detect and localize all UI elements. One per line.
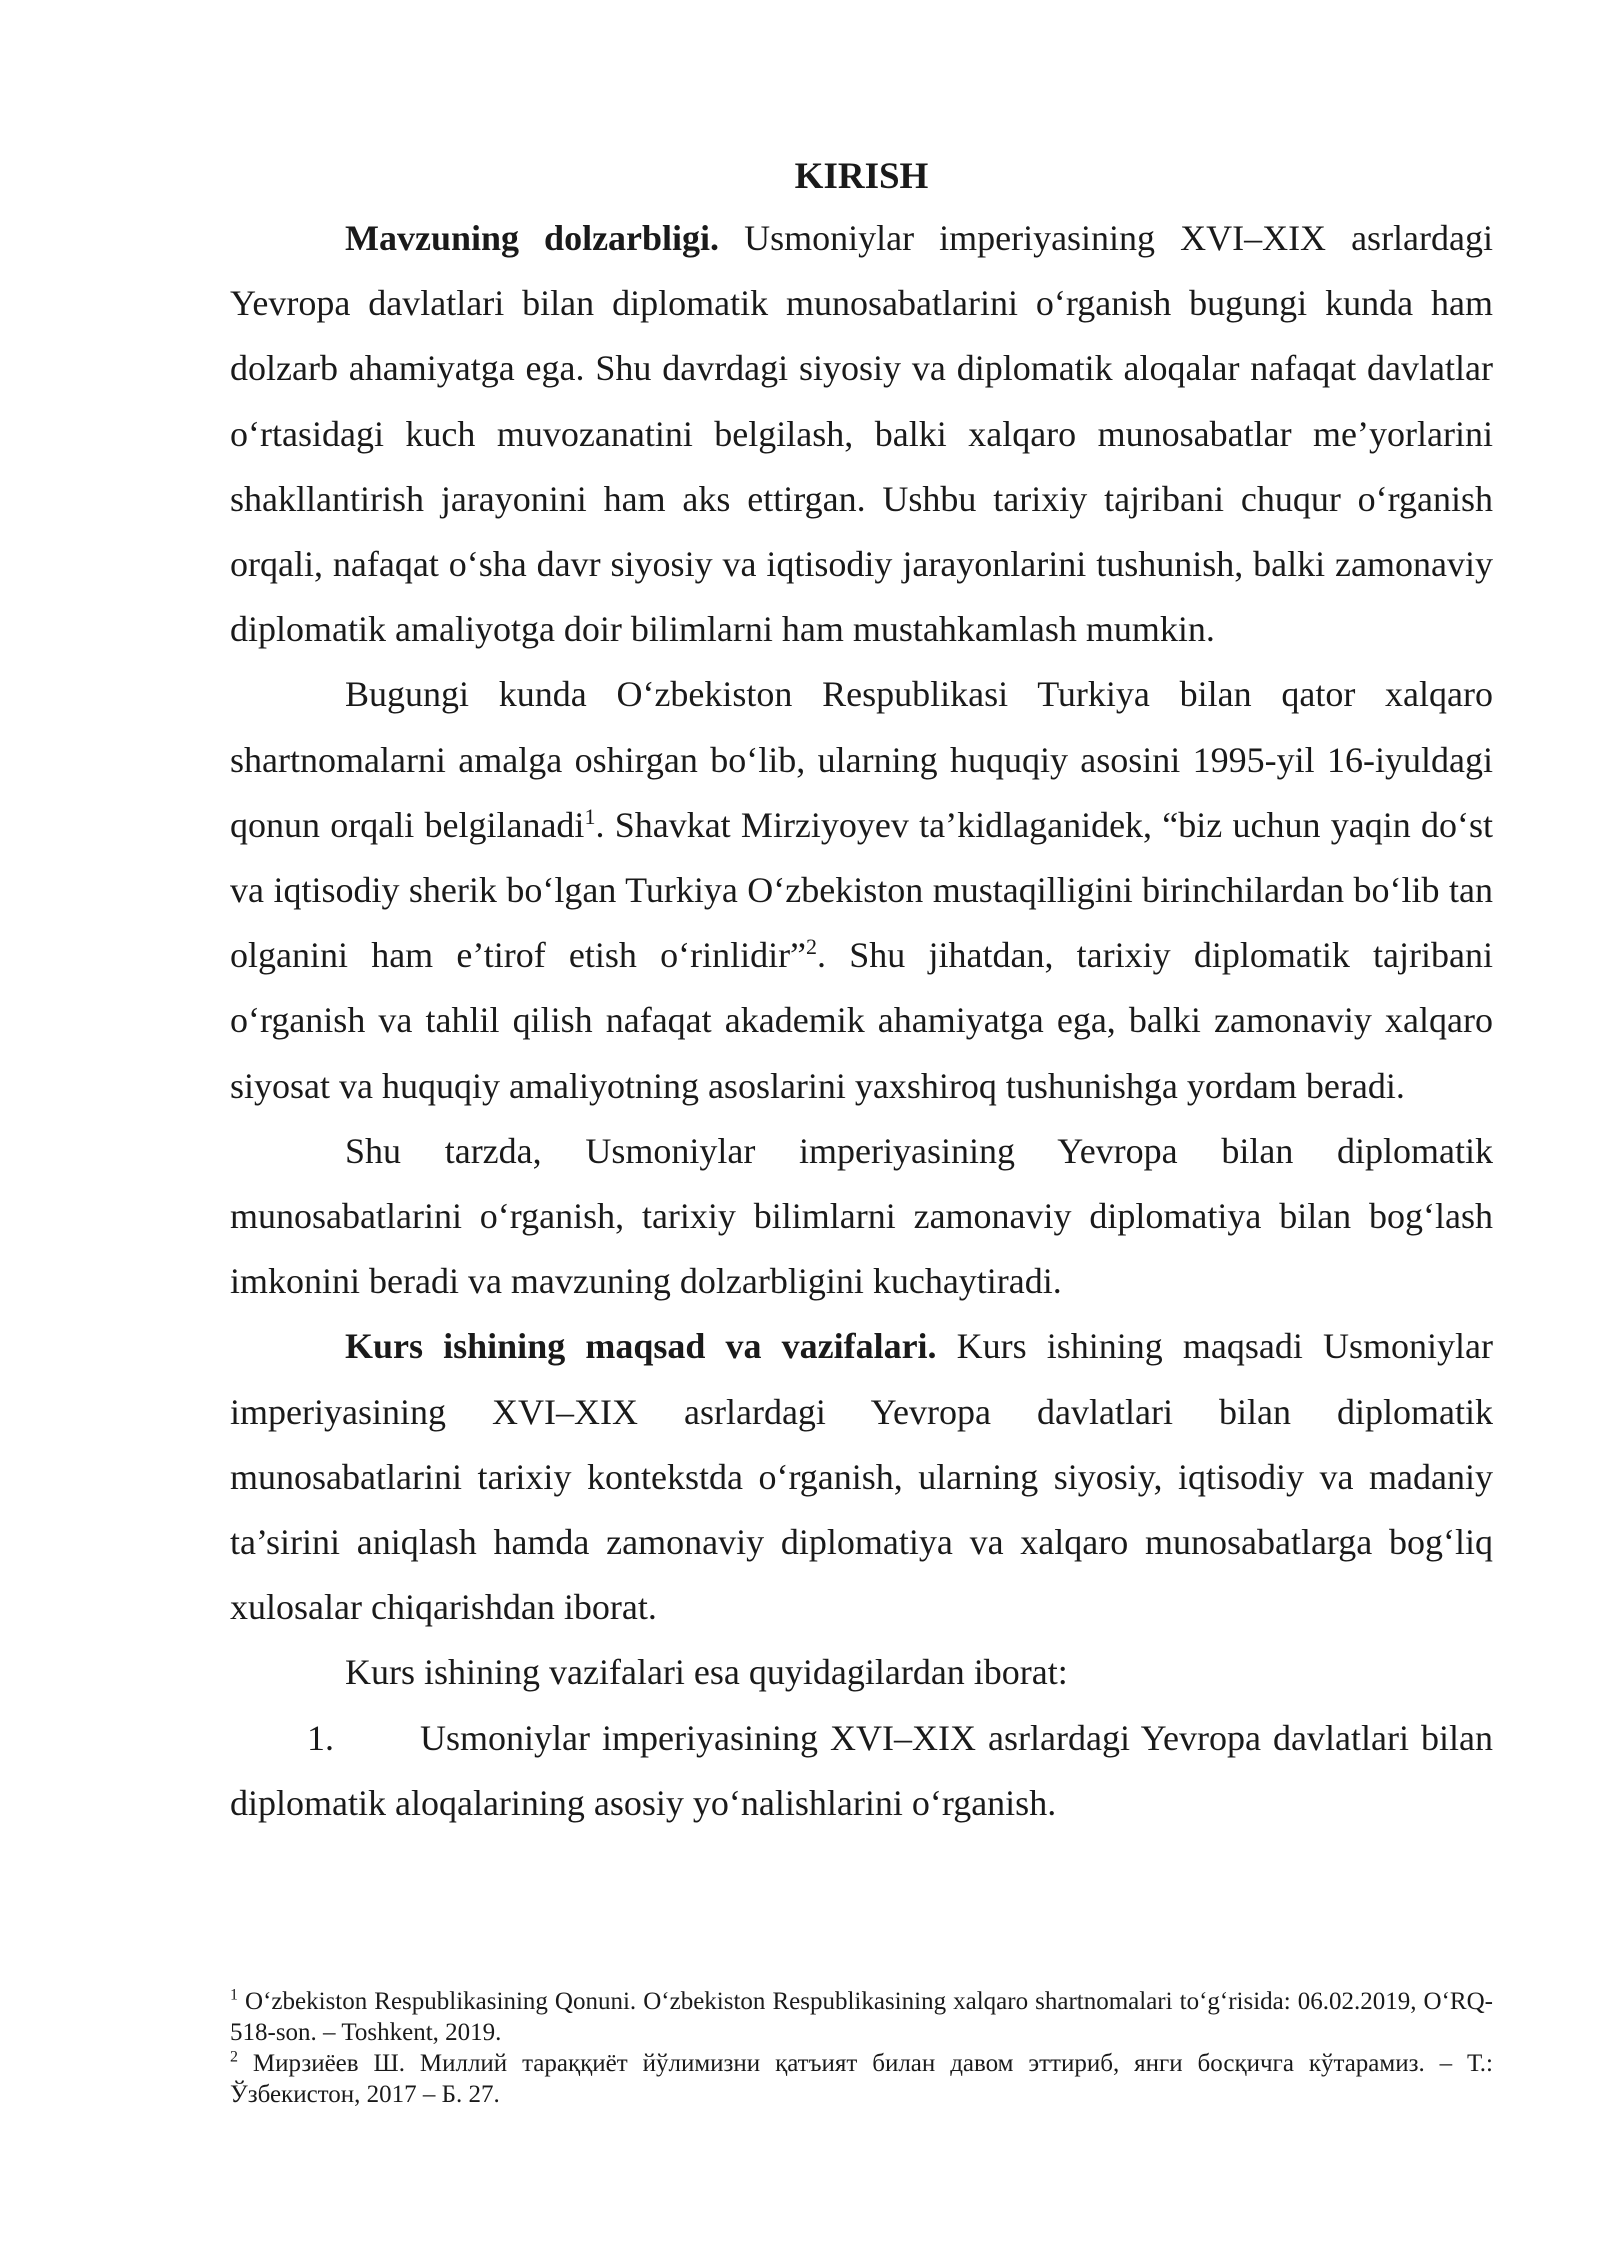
footnote-1-number: 1 (230, 1986, 238, 2004)
footnote-2 (230, 2048, 1493, 2110)
footnote-ref-1[interactable]: 1 (584, 803, 596, 829)
treaties-text-3: . Shu jihatdan, tarixiy diplomatik tajribani o‘rganish va tahlil qilish nafaqat akademik ahamiyatga ega, balki zamonaviy xalqaro siyosat va huquqiy amaliyotning asoslarini yaxshiroq tushunishga yordam beradi. (230, 935, 1493, 1106)
treaties-text-2: . Shavkat Mirziyoyev ta’kidlaganidek, “biz uchun yaqin do‘st va iqtisodiy sherik bo‘lgan Turkiya O‘zbekiston mustaqilligini birinchilardan bo‘lib tan olganini ham e’tirof etish o‘rinlidir” (230, 804, 1493, 976)
paragraph-relevance (230, 206, 1493, 662)
page-title: KIRISH (794, 156, 929, 197)
paragraph-goals (230, 1314, 1493, 1640)
footnote-2-number: 2 (230, 2048, 238, 2066)
footnote-1-text: O‘zbekiston Respublikasining Qonuni. O‘zbekiston Respublikasining xalqaro shartnomalari to‘g‘risida: 06.02.2019, O‘RQ-518-son. – Toshkent, 2019. (230, 1988, 1493, 2046)
treaties-text-1: Bugungi kunda O‘zbekiston Respublikasi Turkiya bilan qator xalqaro shartnomalarni amalga oshirgan bo‘lib, ularning huquqiy asosini 1995-yil 16-iyuldagi qonun orqali belgilanadi (230, 674, 1493, 845)
footnote-1 (230, 1986, 1493, 2048)
paragraph-treaties (230, 662, 1493, 1118)
relevance-heading: Mavzuning dolzarbligi. (345, 218, 720, 258)
footnote-2-text: Мирзиёев Ш. Миллий тараққиёт йўлимизни қатъият билан давом эттириб, янги босқичга кўтарамиз. – Т.: Ўзбекистон, 2017 – Б. 27. (230, 2050, 1493, 2108)
relevance-text: Usmoniylar imperiyasining XVI–XIX asrlardagi Yevropa davlatlari bilan diplomatik munosabatlarini o‘rganish bugungi kunda ham dolzarb ahamiyatga ega. Shu davrdagi siyosiy va diplomatik aloqalar nafaqat davlatlar o‘rtasidagi kuch muvozanatini belgilash, balki xalqaro munosabatlar me’yorlarini shakllantirish jarayonini ham aks ettirgan. Ushbu tarixiy tajribani chuqur o‘rganish orqali, nafaqat o‘sha davr siyosiy va iqtisodiy jarayonlarini tushunish, balki zamonaviy diplomatik amaliyotga doir bilimlarni ham mustahkamlash mumkin. (230, 218, 1494, 650)
paragraph-tasks-intro: Kurs ishining vazifalari esa quyidagilardan iborat: (345, 1652, 1068, 1693)
footnotes (230, 1986, 1493, 2110)
document-page (230, 148, 1493, 1836)
list-item-number: 1. (307, 1717, 334, 1758)
footnote-ref-2[interactable]: 2 (806, 934, 818, 960)
list-item-text: Usmoniylar imperiyasining XVI–XIX asrlardagi Yevropa davlatlari bilan diplomatik aloqalarining asosiy yo‘nalishlarini o‘rganish. (230, 1717, 1493, 1823)
goals-text: Kurs ishining maqsadi Usmoniylar imperiyasining XVI–XIX asrlardagi Yevropa davlatlari bilan diplomatik munosabatlarini tarixiy kontekstda o‘rganish, ularning siyosiy, iqtisodiy va madaniy ta’sirini aniqlash hamda zamonaviy diplomatiya va xalqaro munosabatlarga bog‘liq xulosalar chiqarishdan iborat. (230, 1326, 1493, 1628)
paragraph-summary: Shu tarzda, Usmoniylar imperiyasining Yevropa bilan diplomatik munosabatlarini o‘rganish, tarixiy bilimlarni zamonaviy diplomatiya bilan bog‘lash imkonini beradi va mavzuning dolzarbligini kuchaytiradi. (230, 1130, 1493, 1302)
goals-heading: Kurs ishining maqsad va vazifalari. (345, 1326, 937, 1367)
list-item (230, 1706, 1493, 1836)
